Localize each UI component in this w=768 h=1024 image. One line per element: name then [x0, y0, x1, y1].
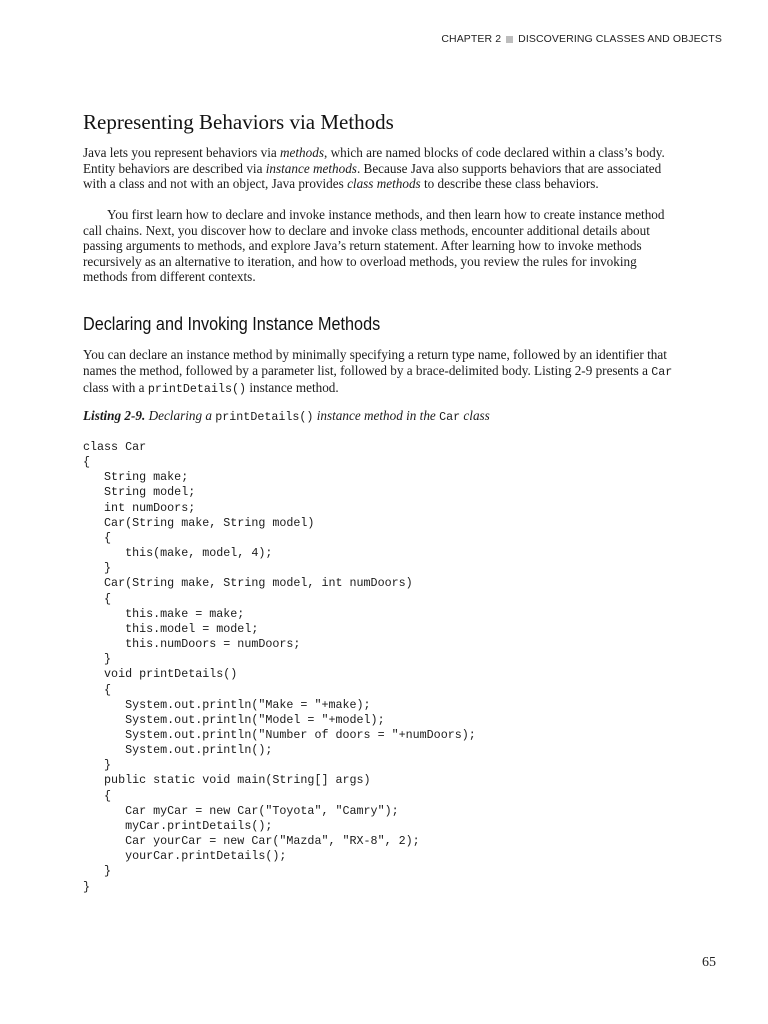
page-number: 65: [702, 955, 716, 970]
subsection-heading: Declaring and Invoking Instance Methods: [83, 314, 381, 334]
listing-label: Listing 2-9.: [83, 408, 146, 423]
listing-caption: Listing 2-9. Declaring a printDetails() instance method in the Car class: [83, 408, 490, 424]
section-heading: Representing Behaviors via Methods: [83, 110, 394, 134]
section-paragraph-2: You first learn how to declare and invoke instance methods, and then learn how to create instance method call chains. Next, you discover how to declare and invoke class methods, encounter additional details about passing arguments to methods, and explore Java’s return statement. After learning how to invoke methods recursively as an alternative to iteration, and how to overload methods, you review the rules for invoking methods from different contexts.: [83, 207, 665, 284]
subsection-paragraph: You can declare an instance method by minimally specifying a return type name, followed by an identifier that names the method, followed by a parameter list, followed by a brace-delimited body. Listing 2-9 presents a Car class with a printDetails() instance method.: [83, 347, 673, 396]
chapter-label: CHAPTER 2: [441, 33, 502, 45]
term-class-methods: class methods: [347, 176, 421, 191]
term-instance-methods: instance methods: [265, 160, 357, 176]
code-listing: class Car { String make; String model; int numDoors; Car(String make, String model) { this(make, model, 4); } Car(String make, String model, int numDoors) { this.make = make; this.model = model; this.numDoors = numDoors; } void printDetails() { System.out.println("Make = "+make); System.out.println("Model = "+model); System.out.println("Number of doors = "+numDoors); System.out.println(); } public static void main(String[] args) { Car myCar = new Car("Toyota", "Camry"); myCar.printDetails(); Car yourCar = new Car("Mazda", "RX-8", 2); yourCar.printDetails(); } }: [83, 440, 476, 894]
section-paragraph-1: Java lets you represent behaviors via methods, which are named blocks of code declared within a class’s body. Entity behaviors are described via instance methods. Because Java also supports behaviors that are associated with a class and not with an object, Java provides class methods to describe these class behaviors.: [83, 145, 665, 191]
term-methods: methods: [280, 145, 324, 160]
inline-code-car: Car: [651, 364, 673, 379]
running-header: [441, 33, 722, 45]
inline-code-printdetails: printDetails(): [147, 382, 247, 396]
square-separator-icon: [506, 36, 513, 43]
chapter-title: DISCOVERING CLASSES AND OBJECTS: [518, 33, 722, 45]
